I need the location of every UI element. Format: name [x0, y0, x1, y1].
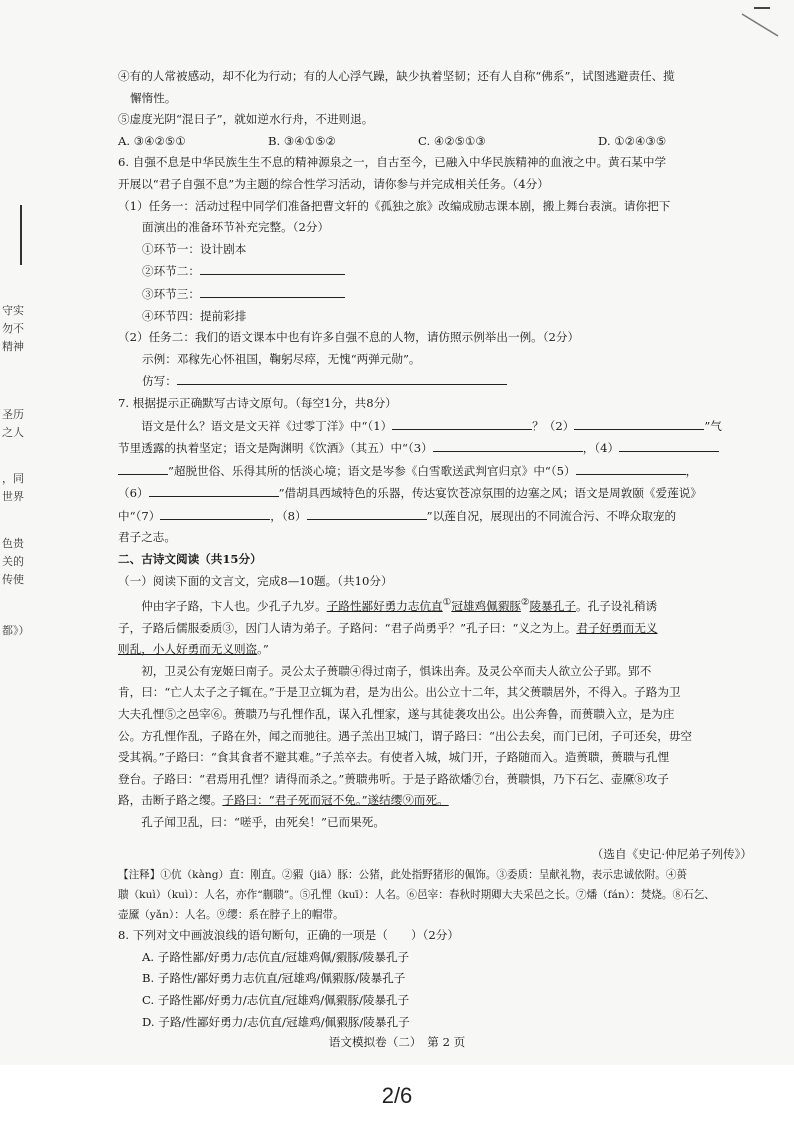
q5-option-a[interactable]: A. ③④②⑤①: [118, 133, 186, 148]
q5-option-b[interactable]: B. ③④①⑤②: [268, 133, 336, 148]
q5-options: [118, 131, 758, 153]
q6-stem-cont: 开展以“君子自强不息”为主题的综合性学习活动，请你参与并完成相关任务。（4分）: [118, 176, 549, 191]
q7-blank-8[interactable]: [307, 505, 427, 520]
annotations: 【注释】①伉（kàng）直：刚直。②豭（jiā）豚：公猪，此处指野猪形的佩饰。③委质：呈献礼物，表示忠诚依附。④蒉 聩（kuì）（kuì）：人名，亦作“蒯聩”。⑤孔悝（kuī）：人名。⑥邑宰：春秋时期卿大夫采邑之长。⑦燔（fán）：焚烧。⑧石乞、 壶黡（yǎn）：人名。⑨缨：系在脖子上的帽带。: [118, 869, 715, 922]
q6-imitate: 仿写：: [118, 370, 758, 393]
q8-option-c[interactable]: C. 子路性鄙/好勇力/志伉直/冠雄鸡/佩豭豚/陵暴孔子: [142, 993, 410, 1008]
q7-line-4: （6） ”借胡具西域特色的乐器，传达宴饮苍凉氛围的边塞之风；语文是周敦颐《爱莲说》: [118, 482, 758, 505]
q6-task1: （1）任务一：活动过程中同学们准备把曹文轩的《孤独之旅》改编成励志课本剧，搬上舞台表演。请你把下: [118, 198, 671, 213]
q6-step-2: ②环节二：: [118, 260, 758, 283]
q6-step-4: ④环节四：提前彩排: [142, 308, 247, 323]
margin-text: 圣历 之人: [2, 408, 24, 439]
q6-step-1: ①环节一：设计剧本: [142, 241, 247, 256]
page-footer: 语文模拟卷（二） 第 2 页: [328, 1035, 466, 1049]
q6-step-3: ③环节三：: [118, 283, 758, 306]
q7-blank-5[interactable]: [576, 460, 686, 475]
exam-content: [118, 66, 758, 1033]
margin-text: 守实 勿不 精神: [2, 304, 24, 353]
q6-stem: 6. 自强不息是中华民族生生不息的精神源泉之一，自古至今，已融入中华民族精神的血液之中。黄石某中学: [118, 155, 667, 170]
q5-option-c[interactable]: C. ④②⑤①③: [418, 133, 486, 148]
q7-blank-4-cont[interactable]: [118, 460, 168, 475]
passage-line: 子，子路后儒服委质③，因门人请为弟子。子路问：“君子尚勇乎？”孔子曰：“义之为上。君子好勇而无义: [118, 620, 658, 635]
q7-blank-2[interactable]: [574, 415, 704, 430]
q7-blank-1[interactable]: [392, 415, 532, 430]
q6-imitate-blank[interactable]: [177, 370, 507, 385]
corner-mark-icon: [740, 6, 780, 40]
q8-option-b[interactable]: B. 子路性/鄙好勇力志伉直/冠雄鸡/佩豭豚/陵暴孔子: [142, 971, 406, 986]
margin-text: ，同 世界: [2, 472, 24, 503]
passage-line: 则乱，小人好勇而无义则盗。”: [118, 642, 269, 657]
q5-item-5: ⑤虚度光阴“混日子”，就如逆水行舟，不进则退。: [118, 112, 374, 127]
q7-blank-6[interactable]: [149, 482, 279, 497]
q6-example: 示例：邓稼先心怀祖国，鞠躬尽瘁，无愧“两弹元勋”。: [142, 351, 421, 366]
q7-blank-3[interactable]: [433, 437, 583, 452]
q7-blank-4[interactable]: [619, 437, 719, 452]
q7-line-2: 节里透露的执着坚定；语文是陶渊明《饮酒》（其五）中“（3） ，（4）: [118, 437, 758, 460]
q7-blank-7[interactable]: [160, 505, 270, 520]
passage-line: 初，卫灵公有宠姬曰南子。灵公太子蒉聩④得过南子，惧诛出奔。及灵公卒而夫人欲立公子郢。郢不: [141, 663, 652, 678]
binding-line: [20, 205, 22, 265]
q6-task2: （2）任务二：我们的语文课本中也有许多自强不息的人物，请仿照示例举出一例。（2分）: [118, 330, 580, 345]
q8-option-a[interactable]: A. 子路性鄙/好勇力/志伉直/冠雄鸡佩/豭豚/陵暴孔子: [142, 949, 410, 964]
q6-step-2-blank[interactable]: [200, 260, 345, 275]
q8-stem: 8. 下列对文中画波浪线的语句断句，正确的一项是（ ）（2分）: [118, 928, 459, 943]
q5-item-4: ④有的人常被感动，却不化为行动；有的人心浮气躁，缺少执着坚韧；还有人自称“佛系”，试图逃避责任、揽: [118, 69, 675, 83]
q7-line-1: 语文是什么？语文是文天祥《过零丁洋》中“（1） ？（2） ”气: [118, 415, 758, 438]
passage-line: 仲由字子路，卞人也。少孔子九岁。子路性鄙好勇力志伉直①冠雄鸡佩豭豚②陵暴孔子。孔子设礼稍诱: [141, 597, 658, 614]
passage-line: 肯，曰：“亡人太子之子辄在。”于是卫立辄为君，是为出公。出公立十二年，其父蒉聩居外，不得入。子路为卫: [118, 685, 681, 700]
q7-line-6: 君子之志。: [118, 530, 176, 545]
q7-line-3: ”超脱世俗、乐得其所的恬淡心境；语文是岑参《白雪歌送武判官归京》中“（5） ，: [118, 460, 758, 483]
q8-option-d[interactable]: D. 子路/性鄙好勇力/志伉直/冠雄鸡/佩豭豚/陵暴孔子: [142, 1014, 410, 1029]
passage-line: 孔子闻卫乱，曰：“嗟乎，由死矣！”已而果死。: [141, 815, 385, 830]
page-indicator: 2/6: [381, 1083, 413, 1108]
passage-line: 受其祸。”子路曰：“食其食者不避其难。”子羔卒去。有使者入城，城门开，子路随而入。造蒉聩，蒉聩与孔悝: [118, 750, 670, 765]
margin-text: 都》）: [2, 624, 30, 637]
passage-line: 公。方孔悝作乱，子路在外，闻之而驰往。遇子羔出卫城门，谓子路曰：“出公去矣，而门已闭，子可还矣，毋空: [118, 728, 693, 743]
q7-title: 7. 根据提示正确默写古诗文原句。（每空1分，共8分）: [118, 395, 397, 410]
passage-line: 登台。子路曰：“君焉用孔悝？请得而杀之。”蒉聩弗听。于是子路欲燔⑦台，蒉聩惧，乃下石乞、壶黡⑧攻子: [118, 771, 669, 786]
passage-line: 路，击断子路之缨。子路曰：“君子死而冠不免。”遂结缨⑨而死。: [118, 793, 449, 808]
q5-item-4-cont: 懈惰性。: [130, 90, 177, 105]
passage-source: （选自《史记·仲尼弟子列传》）: [591, 846, 752, 861]
section-2-title: 二、古诗文阅读（共15分）: [118, 552, 262, 567]
passage-line: 大夫孔悝⑤之邑宰⑥。蒉聩乃与孔悝作乱，谋入孔悝家，遂与其徒袭攻出公。出公奔鲁，而蒉聩入立，是为庄: [118, 707, 675, 722]
margin-text: 色贵 关的 传使: [2, 537, 24, 586]
q7-line-5: 中“（7） ，（8） ”以莲自况，展现出的不同流合污、不哗众取宠的: [118, 505, 758, 528]
q6-task1-cont: 面演出的准备环节补充完整。（2分）: [142, 220, 330, 235]
q5-option-d[interactable]: D. ①②④③⑤: [598, 133, 667, 148]
section-2-sub: （一）阅读下面的文言文，完成8—10题。（共10分）: [118, 573, 393, 588]
q6-step-3-blank[interactable]: [200, 283, 345, 298]
